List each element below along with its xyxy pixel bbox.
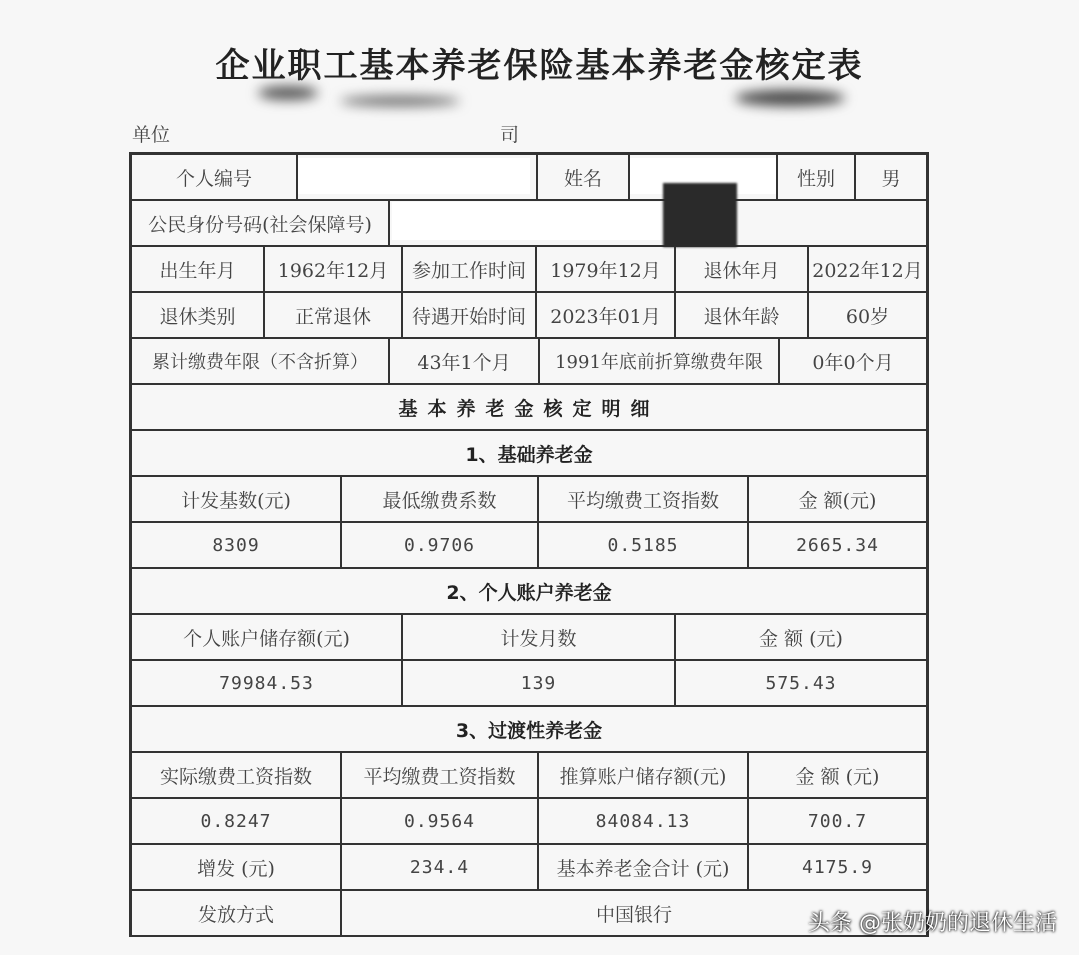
transition-header-estimated-balance: 推算账户储存额(元) xyxy=(539,753,749,797)
name-label: 姓名 xyxy=(536,155,630,199)
watermark: 头条 @张奶奶的退休生活 xyxy=(808,911,1057,936)
redaction-smudge xyxy=(340,96,460,106)
table-row xyxy=(132,891,926,937)
account-value-amount: 575.43 xyxy=(765,672,837,694)
basic-value-base: 8309 xyxy=(132,523,342,567)
basic-header-base: 计发基数(元) xyxy=(132,477,342,521)
personal-id-label: 个人编号 xyxy=(132,155,298,199)
redaction-block xyxy=(663,183,737,247)
table-row xyxy=(132,799,926,845)
pre1991-value: 0年0个月 xyxy=(812,351,894,374)
table-row xyxy=(132,845,926,891)
personal-account-heading: 2、个人账户养老金 xyxy=(446,581,612,604)
detail-title: 基本养老金核定明细 xyxy=(398,397,660,420)
gender-value: 男 xyxy=(881,167,901,190)
table-row xyxy=(132,523,926,569)
basic-header-amount: 金 额(元) xyxy=(798,489,877,512)
retire-label: 退休年月 xyxy=(676,247,809,291)
retire-type-value: 正常退休 xyxy=(265,293,403,337)
transition-header-actual-index: 实际缴费工资指数 xyxy=(132,753,342,797)
increase-value: 234.4 xyxy=(342,845,539,889)
benefit-start-label: 待遇开始时间 xyxy=(403,293,537,337)
pension-table xyxy=(129,152,929,937)
transition-heading: 3、过渡性养老金 xyxy=(455,719,603,742)
total-pension-label: 基本养老金合计 (元) xyxy=(539,845,749,889)
account-header-amount: 金 额 (元) xyxy=(759,627,843,650)
account-value-months: 139 xyxy=(403,661,676,705)
table-row xyxy=(132,339,926,385)
basic-header-min-coefficient: 最低缴费系数 xyxy=(342,477,539,521)
table-row xyxy=(132,293,926,339)
unit-name-tail: 司 xyxy=(500,124,520,146)
table-row xyxy=(132,707,926,753)
basic-header-avg-index: 平均缴费工资指数 xyxy=(539,477,749,521)
table-row xyxy=(132,615,926,661)
table-row xyxy=(132,247,926,293)
payment-method-label: 发放方式 xyxy=(132,891,342,935)
retire-type-label: 退休类别 xyxy=(132,293,265,337)
transition-header-amount: 金 额 (元) xyxy=(795,765,880,788)
basic-value-amount: 2665.34 xyxy=(796,534,879,556)
retire-age-value: 60岁 xyxy=(845,305,890,328)
citizen-id-label: 公民身份号码(社会保障号) xyxy=(132,201,390,245)
pre1991-label: 1991年底前折算缴费年限 xyxy=(540,339,780,383)
unit-label: 单位 xyxy=(132,124,171,146)
basic-value-avg-index: 0.5185 xyxy=(539,523,749,567)
retire-value: 2022年12月 xyxy=(812,259,923,282)
retire-age-label: 退休年龄 xyxy=(676,293,809,337)
table-row xyxy=(132,477,926,523)
transition-value-actual-index: 0.8247 xyxy=(132,799,342,843)
redaction-block xyxy=(392,202,660,240)
table-row xyxy=(132,661,926,707)
transition-value-estimated-balance: 84084.13 xyxy=(539,799,749,843)
birth-label: 出生年月 xyxy=(132,247,265,291)
transition-value-avg-index: 0.9564 xyxy=(342,799,539,843)
document-title: 企业职工基本养老保险基本养老金核定表 xyxy=(215,46,864,86)
table-row xyxy=(132,431,926,477)
increase-label: 增发 (元) xyxy=(132,845,342,889)
work-start-value: 1979年12月 xyxy=(537,247,676,291)
account-value-balance: 79984.53 xyxy=(132,661,403,705)
basic-value-min-coefficient: 0.9706 xyxy=(342,523,539,567)
transition-header-avg-index: 平均缴费工资指数 xyxy=(342,753,539,797)
table-row xyxy=(132,753,926,799)
gender-label: 性别 xyxy=(778,155,856,199)
redaction-block xyxy=(298,158,530,194)
transition-value-amount: 700.7 xyxy=(807,810,868,832)
table-row xyxy=(132,569,926,615)
total-years-label: 累计缴费年限（不含折算） xyxy=(132,339,390,383)
benefit-start-value: 2023年01月 xyxy=(537,293,676,337)
total-years-value: 43年1个月 xyxy=(390,339,540,383)
payment-method-value: 中国银行 xyxy=(595,903,672,926)
birth-value: 1962年12月 xyxy=(265,247,403,291)
work-start-label: 参加工作时间 xyxy=(403,247,537,291)
redaction-smudge xyxy=(735,90,845,106)
total-pension-value: 4175.9 xyxy=(801,856,874,878)
redaction-smudge xyxy=(258,86,318,100)
account-header-months: 计发月数 xyxy=(403,615,676,659)
account-header-balance: 个人账户储存额(元) xyxy=(132,615,403,659)
basic-pension-heading: 1、基础养老金 xyxy=(465,443,593,466)
table-row xyxy=(132,385,926,431)
